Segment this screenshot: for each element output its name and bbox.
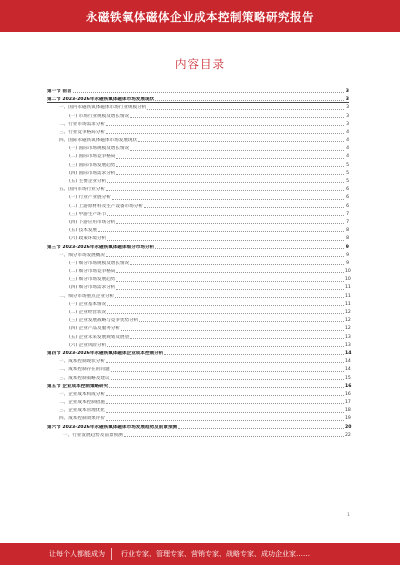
toc-entry-label: 第五节 企业成本控制策略研究 bbox=[47, 383, 109, 389]
toc-entry-label: (一) 企业基本情况 bbox=[69, 301, 107, 307]
toc-entry-label: 二、成本控制存在的问题 bbox=[59, 367, 110, 373]
toc-entry-label: (二) 上游原材料及生产设备市场分析 bbox=[69, 203, 143, 209]
toc-entry-page: 6 bbox=[346, 203, 349, 209]
toc-entry-label: (六) 政策环境分析 bbox=[69, 236, 107, 242]
toc-entry-page: 7 bbox=[346, 211, 349, 217]
toc-leader-dots bbox=[138, 141, 344, 142]
toc-entry-label: (三) 细分市场发展趋势 bbox=[69, 277, 116, 283]
toc-entry[interactable] bbox=[47, 135, 349, 143]
toc-entry[interactable] bbox=[47, 258, 349, 266]
toc-leader-dots bbox=[116, 281, 344, 282]
toc-entry-label: 五、国内市场行业分析 bbox=[59, 187, 105, 193]
toc-entry-label: (四) 企业产品及服务分析 bbox=[69, 326, 120, 332]
header-bar bbox=[0, 0, 400, 32]
toc-entry[interactable] bbox=[47, 381, 352, 389]
toc-leader-dots bbox=[106, 403, 344, 404]
toc-entry[interactable] bbox=[47, 291, 349, 299]
toc-entry-label: (三) 国际市场发展趋势 bbox=[69, 162, 116, 168]
toc-entry-page: 11 bbox=[345, 293, 351, 299]
footer-tagline: 行业专家、管理专家、营销专家、战略专家、成功企业家…… bbox=[121, 550, 310, 558]
toc-entry-label: 三、成本控制策略及建议 bbox=[59, 375, 110, 381]
toc-leader-dots bbox=[121, 330, 344, 331]
toc-entry-page: 4 bbox=[346, 138, 349, 144]
toc-entry[interactable] bbox=[47, 127, 349, 135]
toc-entry-page: 15 bbox=[345, 375, 351, 381]
toc-entry-page: 20 bbox=[345, 424, 352, 430]
toc-entry-label: (一) 市场行业规模及增长情况 bbox=[69, 113, 130, 119]
toc-leader-dots bbox=[155, 100, 344, 101]
toc-entry-page: 16 bbox=[345, 391, 351, 397]
toc-entry[interactable] bbox=[47, 364, 349, 372]
toc-leader-dots bbox=[109, 387, 344, 388]
toc-leader-dots bbox=[106, 412, 344, 413]
toc-entry-page: 16 bbox=[345, 383, 352, 389]
toc-leader-dots bbox=[73, 92, 344, 93]
toc-leader-dots bbox=[106, 133, 344, 134]
toc-leader-dots bbox=[106, 256, 344, 257]
footer-bar bbox=[0, 543, 400, 565]
toc-leader-dots bbox=[116, 272, 344, 273]
toc-leader-dots bbox=[106, 125, 344, 126]
toc-entry[interactable] bbox=[47, 356, 349, 364]
toc-leader-dots bbox=[115, 297, 344, 298]
toc-entry-label: 二、企业成本控制措施 bbox=[59, 400, 105, 406]
toc-leader-dots bbox=[144, 207, 344, 208]
toc-entry[interactable] bbox=[47, 119, 349, 127]
toc-entry[interactable] bbox=[47, 422, 352, 430]
toc-entry-label: 一、企业成本构成分析 bbox=[59, 391, 105, 397]
toc-entry[interactable] bbox=[47, 348, 352, 356]
toc-leader-dots bbox=[107, 240, 344, 241]
footer-slogan: 让每个人都能成为 bbox=[49, 550, 105, 558]
toc-entry-page: 12 bbox=[345, 318, 351, 324]
toc-leader-dots bbox=[106, 190, 344, 191]
toc-leader-dots bbox=[111, 371, 344, 372]
toc-entry-label: (五) 主要企业分析 bbox=[69, 179, 107, 185]
toc-entry-label: 一、成本控制现状分析 bbox=[59, 359, 105, 365]
toc-entry-label: 第六节 2023-2026年永磁铁氧体磁体市场发展趋势及前景预测 bbox=[47, 424, 178, 430]
toc-entry-page: 4 bbox=[346, 146, 349, 152]
toc-entry-label: (一) 细分市场规模及增长情况 bbox=[69, 260, 130, 266]
toc-entry[interactable] bbox=[47, 217, 349, 225]
toc-entry-label: 第四节 2023-2026年永磁铁氧体磁体企业成本控制分析 bbox=[47, 350, 164, 356]
toc-entry-page: 3 bbox=[345, 97, 349, 103]
toc-entry-page: 9 bbox=[346, 252, 349, 258]
toc-entry[interactable] bbox=[47, 209, 349, 217]
toc-entry-page: 8 bbox=[346, 228, 349, 234]
toc-entry-page: 14 bbox=[345, 359, 351, 365]
toc-entry-page: 11 bbox=[345, 285, 351, 291]
toc-entry[interactable] bbox=[47, 414, 349, 422]
toc-leader-dots bbox=[164, 354, 344, 355]
toc-entry[interactable] bbox=[47, 233, 349, 241]
toc-entry-page: 10 bbox=[345, 269, 351, 275]
toc-entry[interactable] bbox=[47, 250, 349, 258]
toc-entry[interactable] bbox=[47, 397, 349, 405]
toc-entry[interactable] bbox=[47, 201, 349, 209]
toc-entry-page: 9 bbox=[346, 260, 349, 266]
toc-leader-dots bbox=[112, 199, 344, 200]
report-title: 永磁铁氧体磁体企业成本控制策略研究报告 bbox=[86, 10, 314, 24]
toc-entry[interactable] bbox=[47, 102, 349, 110]
toc-entry[interactable] bbox=[47, 266, 349, 274]
toc-entry-page: 5 bbox=[346, 170, 349, 176]
toc-entry-label: 二、行业市场需求分析 bbox=[59, 121, 105, 127]
toc-entry-page: 19 bbox=[345, 416, 351, 422]
toc-entry-page: 10 bbox=[345, 277, 351, 283]
toc-leader-dots bbox=[130, 117, 344, 118]
toc-leader-dots bbox=[147, 109, 344, 110]
toc-entry-label: 二、细分市场重点企业分析 bbox=[59, 293, 115, 299]
toc-entry[interactable] bbox=[47, 94, 349, 102]
toc-entry-page: 14 bbox=[345, 350, 352, 356]
toc-entry-label: 一、国内永磁铁氧体磁体市场行业规模分析 bbox=[59, 105, 147, 111]
toc-entry-page: 7 bbox=[346, 219, 349, 225]
toc-leader-dots bbox=[106, 395, 344, 396]
toc-entry[interactable] bbox=[47, 192, 349, 200]
toc-entry[interactable] bbox=[47, 274, 349, 282]
toc-entry[interactable] bbox=[47, 373, 349, 381]
toc-entry-label: (三) 企业发展战略与竞争优势分析 bbox=[69, 318, 139, 324]
toc-leader-dots bbox=[107, 305, 344, 306]
toc-leader-dots bbox=[178, 428, 344, 429]
toc-entry-page: 5 bbox=[346, 162, 349, 168]
toc-entry[interactable] bbox=[47, 168, 349, 176]
toc-leader-dots bbox=[111, 379, 344, 380]
toc-leader-dots bbox=[155, 248, 344, 249]
toc-entry-label: 一、细分市场发展概况 bbox=[59, 252, 105, 258]
toc-entry-page: 5 bbox=[346, 179, 349, 185]
toc-leader-dots bbox=[116, 289, 344, 290]
toc-entry-label: (一) 国际市场规模及增长情况 bbox=[69, 146, 130, 152]
toc-leader-dots bbox=[116, 174, 344, 175]
toc-leader-dots bbox=[130, 338, 344, 339]
toc-leader-dots bbox=[116, 223, 344, 224]
toc-entry-page: 22 bbox=[345, 432, 351, 438]
toc-entry-label: (六) 企业风险分析 bbox=[69, 342, 107, 348]
toc-leader-dots bbox=[107, 346, 344, 347]
toc-entry-label: 四、国际永磁铁氧体磁体市场发展现状 bbox=[59, 138, 138, 144]
footer-divider bbox=[111, 548, 112, 560]
toc-entry[interactable] bbox=[47, 315, 349, 323]
toc-entry-page: 17 bbox=[345, 400, 351, 406]
toc-entry-page: 4 bbox=[346, 154, 349, 160]
toc-entry[interactable] bbox=[47, 405, 349, 413]
toc-entry-page: 3 bbox=[346, 113, 349, 119]
toc-entry-label: (二) 细分市场竞争格局 bbox=[69, 269, 116, 275]
toc-entry[interactable] bbox=[47, 340, 349, 348]
toc-entry-page: 12 bbox=[345, 310, 351, 316]
toc-entry[interactable] bbox=[47, 225, 349, 233]
toc-leader-dots bbox=[107, 215, 344, 216]
toc-leader-dots bbox=[98, 231, 344, 232]
page-number: 1 bbox=[347, 513, 350, 518]
toc-entry[interactable] bbox=[47, 430, 349, 438]
toc-entry-page: 13 bbox=[345, 342, 351, 348]
toc-entry-page: 9 bbox=[345, 244, 349, 250]
toc-entry-page: 8 bbox=[346, 236, 349, 242]
toc-entry-label: 第三节 2023-2026年永磁铁氧体磁体细分市场分析 bbox=[47, 244, 155, 250]
toc-heading: 内容目录 bbox=[175, 57, 225, 71]
toc-entry-page: 3 bbox=[346, 121, 349, 127]
toc-entry-page: 13 bbox=[345, 334, 351, 340]
toc-entry-label: (一) 行业产业链分析 bbox=[69, 195, 111, 201]
toc-leader-dots bbox=[107, 182, 344, 183]
toc-entry[interactable] bbox=[47, 307, 349, 315]
toc-entry[interactable] bbox=[47, 283, 349, 291]
toc-entry[interactable] bbox=[47, 86, 349, 94]
toc-leader-dots bbox=[130, 264, 344, 265]
toc-entry-page: 4 bbox=[346, 129, 349, 135]
toc-entry-label: (二) 国际市场竞争格局 bbox=[69, 154, 116, 160]
toc-entry-page: 18 bbox=[345, 408, 351, 414]
toc-entry-page: 3 bbox=[345, 88, 349, 94]
toc-entry[interactable] bbox=[47, 176, 349, 184]
toc-leader-dots bbox=[124, 436, 344, 437]
toc-entry-label: 第二节 2023-2026年永磁铁氧体磁体市场发展现状 bbox=[47, 97, 155, 103]
toc-entry[interactable] bbox=[47, 242, 349, 250]
toc-entry-page: 3 bbox=[346, 105, 349, 111]
toc-entry-label: (四) 国际市场需求分析 bbox=[69, 170, 116, 176]
toc-entry-label: 三、行业竞争格局分析 bbox=[59, 129, 105, 135]
toc-entry[interactable] bbox=[47, 323, 349, 331]
toc-entry-page: 12 bbox=[345, 326, 351, 332]
toc-entry-label: (五) 企业未来发展规划及展望 bbox=[69, 334, 130, 340]
toc-leader-dots bbox=[106, 420, 344, 421]
toc-entry[interactable] bbox=[47, 389, 349, 397]
toc-entry[interactable] bbox=[47, 184, 349, 192]
toc-leader-dots bbox=[130, 150, 344, 151]
toc-entry-label: 四、成本控制效果评价 bbox=[59, 416, 105, 422]
toc-entry[interactable] bbox=[47, 160, 349, 168]
toc-entry[interactable] bbox=[47, 332, 349, 340]
toc-entry[interactable] bbox=[47, 299, 349, 307]
toc-entry[interactable] bbox=[47, 143, 349, 151]
toc-entry-label: 三、企业成本管理优化 bbox=[59, 408, 105, 414]
toc-leader-dots bbox=[139, 321, 344, 322]
toc-entry-page: 6 bbox=[346, 195, 349, 201]
toc-entry-label: (三) 中游生产环节 bbox=[69, 211, 107, 217]
toc-entry[interactable] bbox=[47, 111, 349, 119]
table-of-contents bbox=[47, 86, 352, 438]
toc-leader-dots bbox=[116, 158, 344, 159]
toc-entry-label: 一、行业发展趋势及前景预测 bbox=[63, 432, 123, 438]
toc-entry-label: (五) 技术发展 bbox=[69, 228, 98, 234]
toc-leader-dots bbox=[116, 166, 344, 167]
toc-entry-label: (二) 企业经营状况 bbox=[69, 310, 107, 316]
toc-entry-label: (四) 下游应用市场分析 bbox=[69, 219, 116, 225]
toc-leader-dots bbox=[106, 362, 344, 363]
toc-entry-page: 14 bbox=[345, 367, 351, 373]
toc-entry-label: (四) 细分市场需求分析 bbox=[69, 285, 116, 291]
toc-entry[interactable] bbox=[47, 152, 349, 160]
toc-entry-page: 11 bbox=[345, 301, 351, 307]
toc-leader-dots bbox=[107, 313, 344, 314]
toc-entry-label: 第一节 前言 bbox=[47, 88, 72, 94]
toc-entry-page: 6 bbox=[346, 187, 349, 193]
